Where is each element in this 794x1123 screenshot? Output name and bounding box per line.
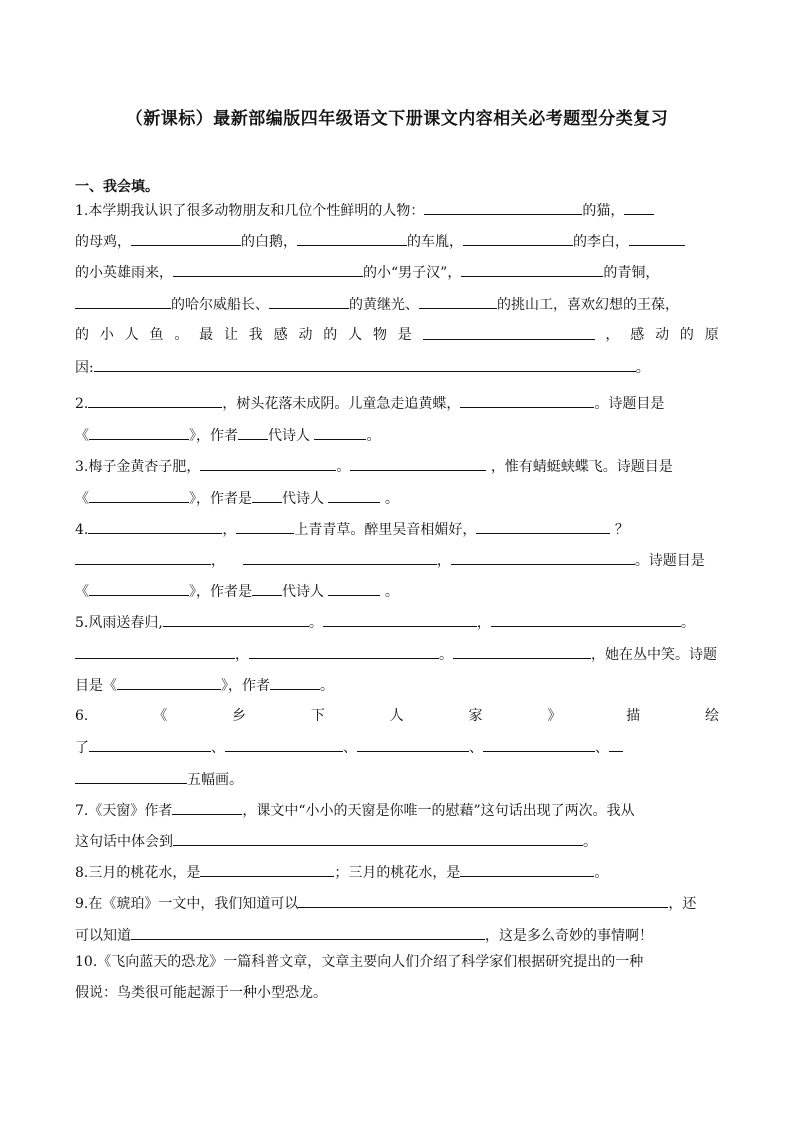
fill-blank[interactable] bbox=[323, 612, 477, 627]
fill-blank[interactable] bbox=[131, 925, 485, 940]
fill-blank[interactable] bbox=[252, 488, 282, 503]
q5-line-3: 目是《 》，作者 。 bbox=[75, 675, 334, 695]
fill-blank[interactable] bbox=[75, 294, 171, 309]
q3-line-2: 《 》，作者是 代诗人 。 bbox=[75, 488, 399, 508]
fill-blank[interactable] bbox=[451, 550, 635, 565]
fill-blank[interactable] bbox=[423, 325, 595, 340]
q5-line-1: 5.风雨送春归, 。 ， 。 bbox=[75, 612, 695, 632]
fill-blank[interactable] bbox=[89, 737, 211, 752]
q8-line-1: 8.三月的桃花水，是 ；三月的桃花水，是 。 bbox=[75, 862, 608, 882]
q10-line-2: 假说：鸟类很可能起源于一种小型恐龙。 bbox=[75, 985, 327, 1001]
q7-line-2: 这句话中体会到 。 bbox=[75, 831, 597, 851]
fill-blank[interactable] bbox=[238, 425, 268, 440]
fill-blank[interactable] bbox=[236, 519, 294, 534]
fill-blank[interactable] bbox=[483, 737, 595, 752]
fill-blank[interactable] bbox=[629, 231, 685, 246]
fill-blank[interactable] bbox=[225, 737, 343, 752]
fill-blank[interactable] bbox=[460, 862, 594, 877]
fill-blank[interactable] bbox=[88, 393, 222, 408]
q3-line-1: 3.梅子金黄杏子肥， 。 ，惟有蜻蜓蛱蝶飞。诗题目是 bbox=[75, 456, 673, 476]
fill-blank[interactable] bbox=[89, 488, 189, 503]
q1-line-6: 因: 。 bbox=[75, 357, 650, 377]
fill-blank[interactable] bbox=[88, 519, 222, 534]
fill-blank[interactable] bbox=[89, 425, 189, 440]
fill-blank[interactable] bbox=[609, 737, 623, 752]
fill-blank[interactable] bbox=[453, 644, 591, 659]
fill-blank[interactable] bbox=[75, 769, 187, 784]
fill-blank[interactable] bbox=[424, 200, 582, 215]
fill-blank[interactable] bbox=[270, 675, 320, 690]
fill-blank[interactable] bbox=[350, 456, 486, 471]
fill-blank[interactable] bbox=[249, 644, 439, 659]
fill-blank[interactable] bbox=[200, 862, 334, 877]
q9-line-1: 9.在《琥珀》一文中，我们知道可以 ，还 bbox=[75, 893, 696, 913]
fill-blank[interactable] bbox=[172, 800, 242, 815]
fill-blank[interactable] bbox=[328, 488, 380, 503]
fill-blank[interactable] bbox=[163, 612, 309, 627]
q4-line-2: ， ， 。诗题目是 bbox=[75, 550, 705, 570]
fill-blank[interactable] bbox=[243, 550, 437, 565]
q2-line-1: 2. ，树头花落未成阴。儿童急走追黄蝶， 。诗题目是 bbox=[75, 393, 664, 413]
fill-blank[interactable] bbox=[419, 294, 497, 309]
fill-blank[interactable] bbox=[173, 262, 363, 277]
q1-line-3: 的小英雄雨来， 的小“男子汉”， 的青铜， bbox=[75, 262, 659, 282]
q4-line-3: 《 》，作者是 代诗人 。 bbox=[75, 581, 399, 601]
section-heading: 一、我会填。 bbox=[75, 179, 159, 195]
q7-line-1: 7.《天窗》作者 ，课文中“小小的天窗是你唯一的慰藉”这句话出现了两次。我从 bbox=[75, 800, 635, 820]
fill-blank[interactable] bbox=[75, 644, 235, 659]
fill-blank[interactable] bbox=[131, 231, 241, 246]
q1-line-1: 1.本学期我认识了很多动物朋友和几位个性鲜明的人物： 的猫， bbox=[75, 200, 654, 220]
q1-line-4: 的哈尔威船长、 的黄继光、 的挑山工，喜欢幻想的王葆， bbox=[75, 294, 679, 314]
q9-line-2: 可以知道 ，这是多么奇妙的事情啊！ bbox=[75, 925, 653, 945]
fill-blank[interactable] bbox=[75, 550, 211, 565]
q6-line-3: 五幅画。 bbox=[75, 769, 243, 789]
fill-blank[interactable] bbox=[491, 612, 681, 627]
fill-blank[interactable] bbox=[252, 581, 282, 596]
fill-blank[interactable] bbox=[328, 581, 380, 596]
q1-line-2: 的母鸡， 的白鹅， 的车胤， 的李白， bbox=[75, 231, 685, 251]
fill-blank[interactable] bbox=[269, 294, 349, 309]
fill-blank[interactable] bbox=[624, 200, 654, 215]
q6-line-1: 6. 《 乡 下 人 家 》 描 绘 bbox=[75, 708, 719, 724]
fill-blank[interactable] bbox=[314, 425, 366, 440]
fill-blank[interactable] bbox=[461, 262, 603, 277]
fill-blank[interactable] bbox=[463, 231, 573, 246]
q2-line-2: 《 》，作者 代诗人 。 bbox=[75, 425, 380, 445]
page-title: （新课标）最新部编版四年级语文下册课文内容相关必考题型分类复习 bbox=[125, 109, 669, 129]
q10-line-1: 10.《飞向蓝天的恐龙》一篇科普文章，文章主要向人们介绍了科学家们根据研究提出的一种 bbox=[75, 954, 644, 970]
fill-blank[interactable] bbox=[117, 675, 221, 690]
q6-line-2: 了 、 、 、 、 bbox=[75, 737, 623, 757]
fill-blank[interactable] bbox=[357, 737, 469, 752]
fill-blank[interactable] bbox=[460, 393, 594, 408]
fill-blank[interactable] bbox=[298, 893, 668, 908]
fill-blank[interactable] bbox=[297, 231, 407, 246]
q1-line-5: 的 小 人 鱼 。 最 让 我 感 动 的 人 物 是 ， 感 动 的 原 bbox=[75, 327, 719, 343]
q5-line-2: ， 。 ，她在丛中笑。诗题 bbox=[75, 644, 717, 664]
fill-blank[interactable] bbox=[94, 357, 636, 372]
fill-blank[interactable] bbox=[173, 831, 583, 846]
q4-line-1: 4. ， 上青青草。醉里吴音相媚好， ？ bbox=[75, 519, 629, 539]
fill-blank[interactable] bbox=[476, 519, 610, 534]
fill-blank[interactable] bbox=[89, 581, 189, 596]
fill-blank[interactable] bbox=[200, 456, 336, 471]
